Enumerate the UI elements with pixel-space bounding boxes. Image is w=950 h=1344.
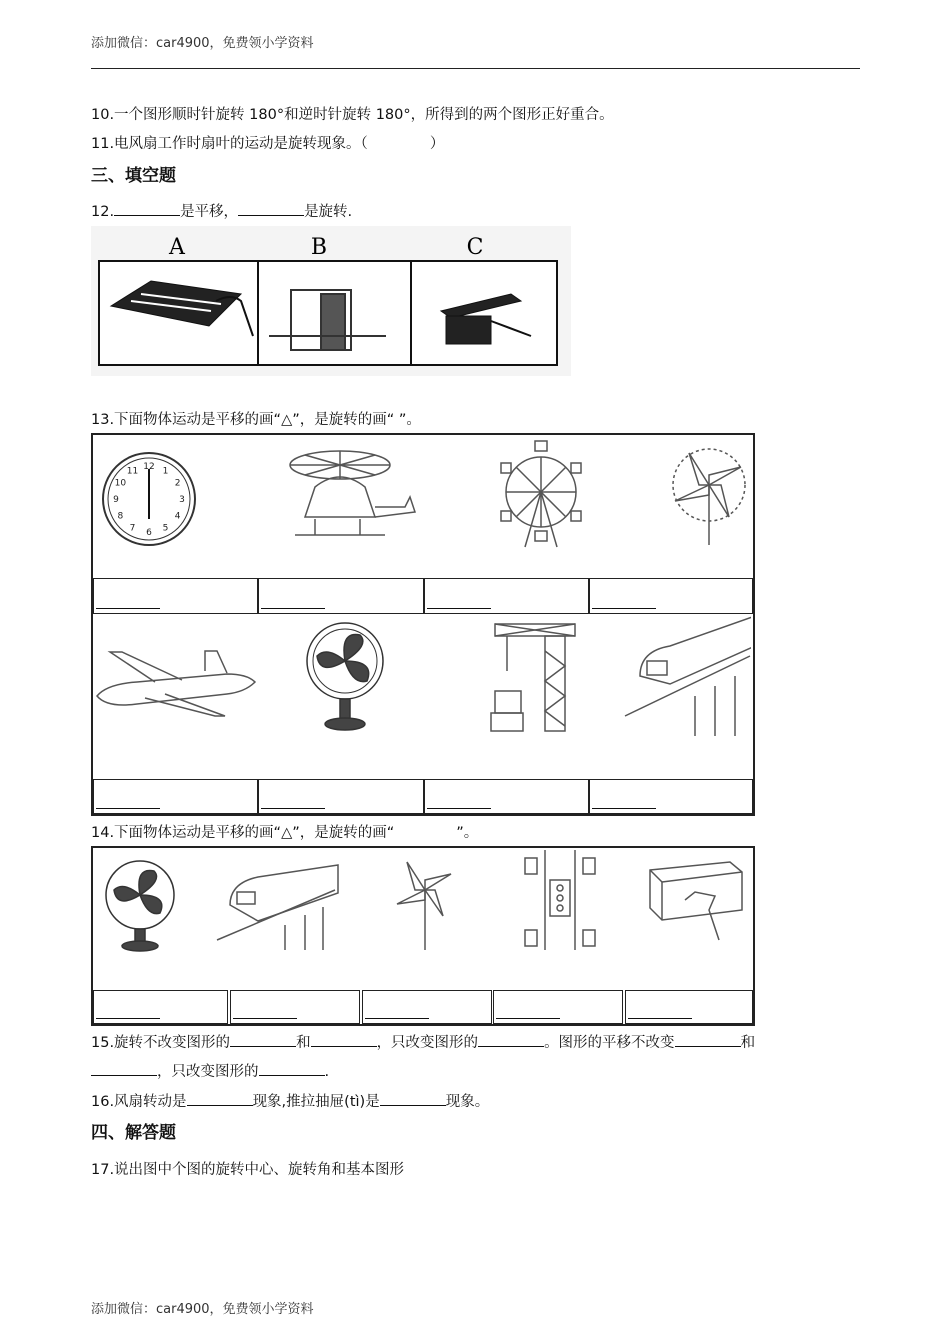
- question-11: [91, 132, 444, 153]
- answer-blank[interactable]: [496, 1018, 560, 1019]
- crane-image: [491, 624, 575, 731]
- clock-image: [103, 453, 195, 545]
- q13-table: [91, 433, 755, 816]
- question-15: [91, 1031, 755, 1052]
- answer-blank[interactable]: [233, 1018, 297, 1019]
- fan-image: [307, 623, 383, 730]
- pinwheel-image: [397, 862, 451, 950]
- q12-prefix: 12.: [91, 204, 115, 220]
- answer-blank[interactable]: [91, 1061, 157, 1076]
- answer-cell[interactable]: [362, 990, 492, 1024]
- answer-blank[interactable]: [96, 608, 160, 609]
- train-image: [217, 865, 338, 950]
- question-11-text: 11.电风扇工作时扇叶的运动是旋转现象。（: [91, 136, 368, 152]
- helicopter-image: [290, 451, 415, 535]
- answer-blank[interactable]: [592, 808, 656, 809]
- page-footer: 添加微信：car4900，免费领小学资料: [91, 1302, 314, 1317]
- answer-cell[interactable]: [93, 578, 258, 614]
- answer-blank[interactable]: [628, 1018, 692, 1019]
- q15-text-f: ，只改变图形的: [157, 1064, 259, 1080]
- q13-row1-pictures: [95, 437, 751, 577]
- answer-blank[interactable]: [114, 201, 180, 216]
- label-c: C: [466, 235, 484, 260]
- answer-blank[interactable]: [238, 201, 304, 216]
- answer-cell[interactable]: [93, 779, 258, 814]
- answer-blank[interactable]: [261, 808, 325, 809]
- q16-text-c: 现象。: [445, 1094, 490, 1110]
- question-10: 10.一个图形顺时针旋转 180°和逆时针旋转 180°，所得到的两个图形正好重合。: [91, 107, 614, 123]
- q15-text-a: 15.旋转不改变图形的: [91, 1035, 231, 1051]
- clock-number: 2: [174, 478, 181, 489]
- label-a: A: [169, 235, 185, 260]
- pinwheel-image: [673, 449, 745, 545]
- q15-text-c: ，只改变图形的: [376, 1035, 479, 1051]
- q14-pictures: [95, 850, 751, 988]
- airplane-image: [97, 651, 255, 716]
- question-16: [91, 1090, 489, 1111]
- q12-suffix: 是旋转.: [304, 204, 353, 220]
- q16-text-b: 现象,推拉抽屉(tì)是: [252, 1094, 380, 1110]
- answer-blank[interactable]: [427, 808, 491, 809]
- clock-number: 3: [179, 495, 185, 505]
- q15-text-e: 和: [740, 1035, 756, 1051]
- clock-number: 8: [117, 511, 124, 522]
- question-17: 17.说出图中个图的旋转中心、旋转角和基本图形: [91, 1162, 405, 1178]
- question-11-close: ）: [429, 136, 445, 152]
- fan-image: [106, 861, 174, 951]
- answer-blank[interactable]: [675, 1032, 741, 1047]
- answer-cell[interactable]: [230, 990, 360, 1024]
- clock-number: 9: [113, 495, 119, 505]
- answer-blank[interactable]: [96, 808, 160, 809]
- train-image: [625, 616, 751, 736]
- answer-blank[interactable]: [96, 1018, 160, 1019]
- answer-blank[interactable]: [311, 1032, 377, 1047]
- answer-cell[interactable]: [625, 990, 753, 1024]
- q14-text: 14.下面物体运动是平移的画“△”，是旋转的画“: [91, 825, 395, 841]
- q12-mid: 是平移，: [180, 204, 239, 220]
- answer-blank[interactable]: [427, 608, 491, 609]
- question-14: [91, 821, 478, 842]
- question-13: 13.下面物体运动是平移的画“△”，是旋转的画“ ”。: [91, 412, 421, 428]
- answer-cell[interactable]: [589, 578, 753, 614]
- answer-blank[interactable]: [592, 608, 656, 609]
- section-3-title: 三、填空题: [91, 166, 176, 186]
- answer-blank[interactable]: [478, 1032, 544, 1047]
- clock-number: 10: [114, 478, 127, 489]
- clock-number: 7: [129, 523, 136, 534]
- answer-blank[interactable]: [365, 1018, 429, 1019]
- clock-number: 1: [162, 466, 169, 477]
- q12-figure: [91, 226, 571, 376]
- clock-number: 11: [126, 466, 139, 477]
- page-header: 添加微信：car4900，免费领小学资料: [91, 36, 314, 51]
- q15-text-d: 。图形的平移不改变: [544, 1035, 675, 1051]
- answer-blank[interactable]: [230, 1032, 296, 1047]
- clock-number: 6: [146, 528, 152, 538]
- answer-cell[interactable]: [493, 990, 623, 1024]
- q15-text-b: 和: [296, 1035, 311, 1051]
- question-15-cont: [91, 1060, 329, 1081]
- header-divider: [91, 68, 860, 69]
- answer-cell[interactable]: [424, 578, 589, 614]
- label-b: B: [310, 235, 328, 260]
- answer-cell[interactable]: [258, 578, 424, 614]
- q14-close: ”。: [456, 825, 479, 841]
- answer-cell[interactable]: [93, 990, 228, 1024]
- clock-number: 12: [143, 462, 155, 472]
- answer-blank[interactable]: [187, 1091, 253, 1106]
- q14-table: [91, 846, 755, 1026]
- traffic-light-image: [525, 850, 595, 950]
- answer-cell[interactable]: [424, 779, 589, 814]
- answer-blank[interactable]: [261, 608, 325, 609]
- q16-text-a: 16.风扇转动是: [91, 1094, 187, 1110]
- answer-blank[interactable]: [380, 1091, 446, 1106]
- answer-blank[interactable]: [259, 1061, 325, 1076]
- q13-row2-pictures: [95, 616, 751, 776]
- drawer-hand-image: [650, 862, 742, 940]
- clock-number: 4: [174, 511, 181, 522]
- section-4-title: 四、解答题: [91, 1123, 176, 1143]
- answer-cell[interactable]: [258, 779, 424, 814]
- ferris-wheel-image: [501, 441, 581, 547]
- q15-text-g: .: [324, 1064, 330, 1080]
- question-12: [91, 200, 352, 221]
- answer-cell[interactable]: [589, 779, 753, 814]
- clock-number: 5: [162, 523, 169, 534]
